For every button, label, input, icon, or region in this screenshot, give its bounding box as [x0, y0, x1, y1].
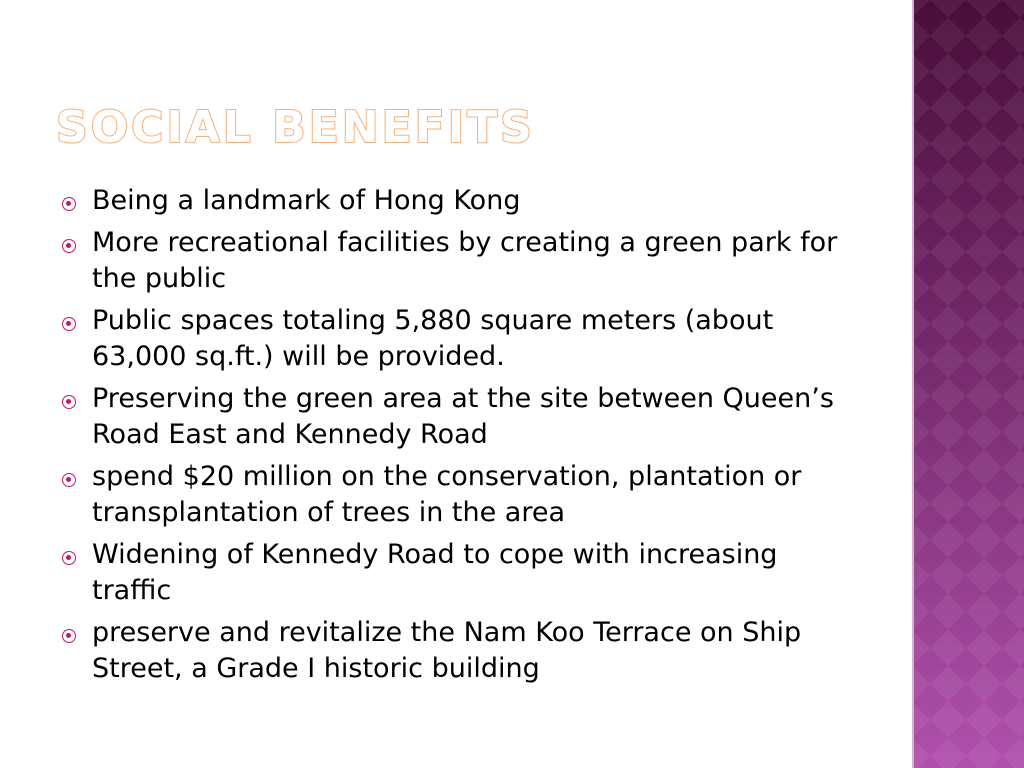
target-bullet-icon	[62, 317, 76, 331]
target-bullet-icon	[62, 239, 76, 253]
list-item	[62, 381, 902, 453]
side-panel-edge	[912, 0, 914, 768]
target-bullet-icon	[62, 197, 76, 211]
list-item	[62, 225, 902, 297]
target-bullet-icon	[62, 473, 76, 487]
slide-title: SOCIAL BENEFITS	[56, 102, 535, 153]
bullet-text: preserve and revitalize the Nam Koo Terrace on Ship Street, a Grade I historic building	[92, 617, 802, 684]
list-item	[62, 183, 902, 219]
bullet-text: Widening of Kennedy Road to cope with increasing traffic	[92, 539, 778, 606]
bullet-text: Preserving the green area at the site between Queen’s Road East and Kennedy Road	[92, 383, 834, 450]
decorative-side-panel	[912, 0, 1024, 768]
bullet-text: Being a landmark of Hong Kong	[92, 185, 521, 216]
list-item	[62, 615, 902, 687]
diamond-pattern	[912, 0, 1024, 768]
target-bullet-icon	[62, 395, 76, 409]
target-bullet-icon	[62, 629, 76, 643]
bullet-list	[62, 183, 902, 693]
bullet-text: spend $20 million on the conservation, plantation or transplantation of trees in the area	[92, 461, 802, 528]
bullet-text: More recreational facilities by creating a green park for the public	[92, 227, 838, 294]
bullet-text: Public spaces totaling 5,880 square meters (about 63,000 sq.ft.) will be provided.	[92, 305, 774, 372]
target-bullet-icon	[62, 551, 76, 565]
list-item	[62, 303, 902, 375]
list-item	[62, 537, 902, 609]
list-item	[62, 459, 902, 531]
